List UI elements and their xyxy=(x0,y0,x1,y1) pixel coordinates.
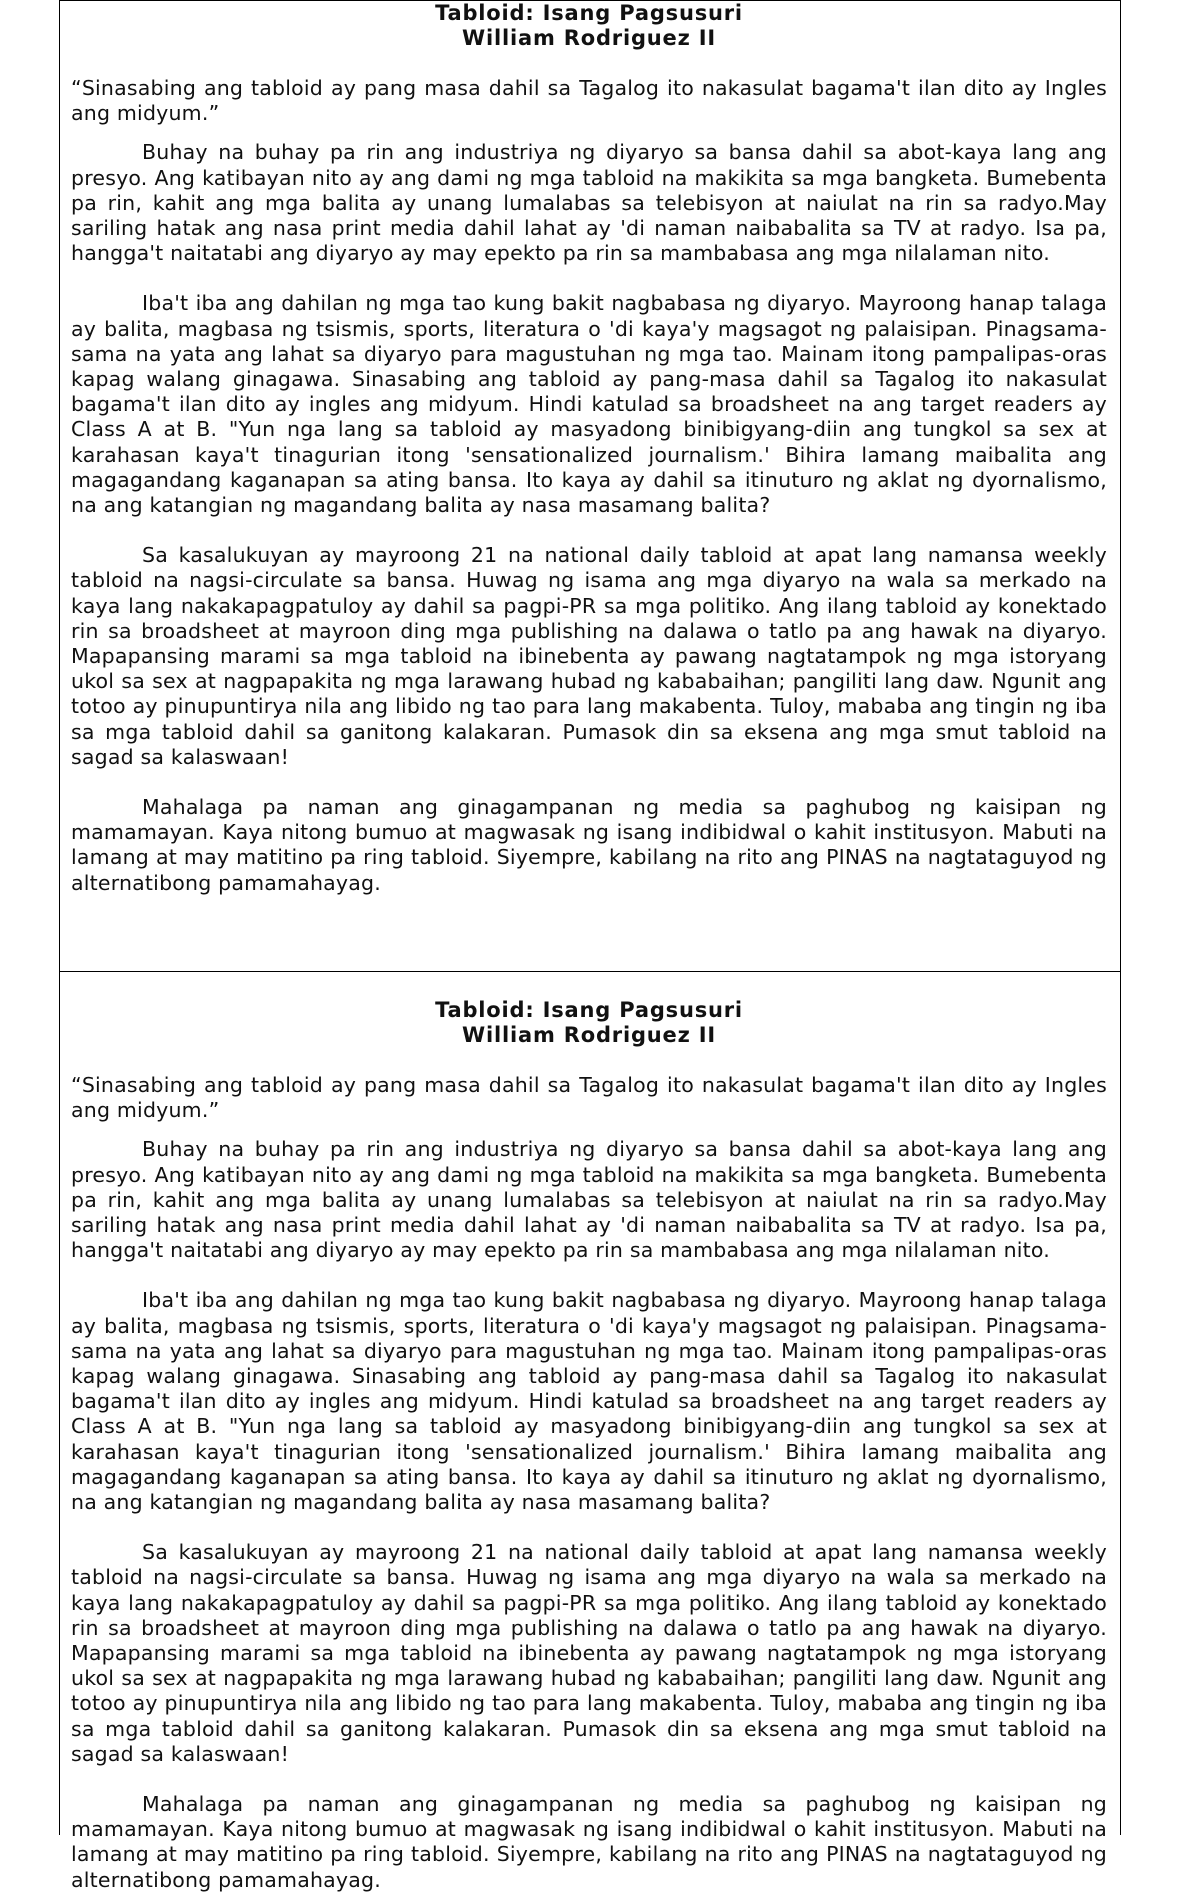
document-title: Tabloid: Isang Pagsusuri xyxy=(435,998,743,1022)
paragraph-1: Buhay na buhay pa rin ang industriya ng diyaryo sa bansa dahil sa abot-kaya lang ang presyo. Ang katibayan nito ay ang dami ng mga tabloid na makikita sa mga bangketa. Bumebenta pa rin, kahit ang mga balita ay unang lumalabas sa telebisyon at naiulat na rin sa radyo.May sariling hatak ang nasa print media dahil lahat ay 'di naman naibabalita sa TV at radyo. Isa pa, hangga't naitatabi ang diyaryo ay may epekto pa rin sa mambabasa ang mga nilalaman nito. xyxy=(71,140,1107,266)
document-body xyxy=(71,1,1107,896)
document-author: William Rodriguez II xyxy=(462,26,716,50)
paragraph-3: Sa kasalukuyan ay mayroong 21 na national daily tabloid at apat lang namansa weekly tabloid na nagsi-circulate sa bansa. Huwag ng isama ang mga diyaryo na wala sa merkado na kaya lang nakakapagpatuloy ay dahil sa pagpi-PR sa mga politiko. Ang ilang tabloid ay konektado rin sa broadsheet at mayroon ding mga publishing na dalawa o tatlo pa ang hawak na diyaryo. Mapapansing marami sa mga tabloid na ibinebenta ay pawang nagtatampok ng mga istoryang ukol sa sex at nagpapakita ng mga larawang hubad ng kababaihan; pangiliti lang daw. Ngunit ang totoo ay pinupuntirya nila ang libido ng tao para lang makabenta. Tuloy, mababa ang tingin ng iba sa mga tabloid dahil sa ganitong kalakaran. Pumasok din sa eksena ang mga smut tabloid na sagad sa kalaswaan! xyxy=(71,1540,1107,1766)
document-copy-1 xyxy=(59,0,1121,972)
document-author: William Rodriguez II xyxy=(462,1023,716,1047)
document-copy-2 xyxy=(59,971,1121,1892)
paragraph-1: Buhay na buhay pa rin ang industriya ng diyaryo sa bansa dahil sa abot-kaya lang ang presyo. Ang katibayan nito ay ang dami ng mga tabloid na makikita sa mga bangketa. Bumebenta pa rin, kahit ang mga balita ay unang lumalabas sa telebisyon at naiulat na rin sa radyo.May sariling hatak ang nasa print media dahil lahat ay 'di naman naibabalita sa TV at radyo. Isa pa, hangga't naitatabi ang diyaryo ay may epekto pa rin sa mambabasa ang mga nilalaman nito. xyxy=(71,1137,1107,1263)
paragraph-2: Iba't iba ang dahilan ng mga tao kung bakit nagbabasa ng diyaryo. Mayroong hanap talaga ay balita, magbasa ng tsismis, sports, literatura o 'di kaya'y magsagot ng palaisipan. Pinagsama-sama na yata ang lahat sa diyaryo para magustuhan ng mga tao. Mainam itong pampalipas-oras kapag walang ginagawa. Sinasabing ang tabloid ay pang-masa dahil sa Tagalog ito nakasulat bagama't ilan dito ay ingles ang midyum. Hindi katulad sa broadsheet na ang target readers ay Class A at B. "Yun nga lang sa tabloid ay masyadong binibigyang-diin ang tungkol sa sex at karahasan kaya't tinagurian itong 'sensationalized journalism.' Bihira lamang maibalita ang magagandang kaganapan sa ating bansa. Ito kaya ay dahil sa itinuturo ng aklat ng dyornalismo, na ang katangian ng magandang balita ay nasa masamang balita? xyxy=(71,1288,1107,1515)
paragraph-4: Mahalaga pa naman ang ginagampanan ng media sa paghubog ng kaisipan ng mamamayan. Kaya nitong bumuo at magwasak ng isang indibidwal o kahit institusyon. Mabuti na lamang at may matitino pa ring tabloid. Siyempre, kabilang na rito ang PINAS na nagtataguyod ng alternatibong pamamahayag. xyxy=(71,1792,1107,1892)
paragraph-2: Iba't iba ang dahilan ng mga tao kung bakit nagbabasa ng diyaryo. Mayroong hanap talaga ay balita, magbasa ng tsismis, sports, literatura o 'di kaya'y magsagot ng palaisipan. Pinagsama-sama na yata ang lahat sa diyaryo para magustuhan ng mga tao. Mainam itong pampalipas-oras kapag walang ginagawa. Sinasabing ang tabloid ay pang-masa dahil sa Tagalog ito nakasulat bagama't ilan dito ay ingles ang midyum. Hindi katulad sa broadsheet na ang target readers ay Class A at B. "Yun nga lang sa tabloid ay masyadong binibigyang-diin ang tungkol sa sex at karahasan kaya't tinagurian itong 'sensationalized journalism.' Bihira lamang maibalita ang magagandang kaganapan sa ating bansa. Ito kaya ay dahil sa itinuturo ng aklat ng dyornalismo, na ang katangian ng magandang balita ay nasa masamang balita? xyxy=(71,291,1107,518)
paragraph-4: Mahalaga pa naman ang ginagampanan ng media sa paghubog ng kaisipan ng mamamayan. Kaya nitong bumuo at magwasak ng isang indibidwal o kahit institusyon. Mabuti na lamang at may matitino pa ring tabloid. Siyempre, kabilang na rito ang PINAS na nagtataguyod ng alternatibong pamamahayag. xyxy=(71,795,1107,895)
opening-quote: “Sinasabing ang tabloid ay pang masa dahil sa Tagalog ito nakasulat bagama't ilan dito ay Ingles ang midyum.” xyxy=(71,76,1107,126)
paragraph-3: Sa kasalukuyan ay mayroong 21 na national daily tabloid at apat lang namansa weekly tabloid na nagsi-circulate sa bansa. Huwag ng isama ang mga diyaryo na wala sa merkado na kaya lang nakakapagpatuloy ay dahil sa pagpi-PR sa mga politiko. Ang ilang tabloid ay konektado rin sa broadsheet at mayroon ding mga publishing na dalawa o tatlo pa ang hawak na diyaryo. Mapapansing marami sa mga tabloid na ibinebenta ay pawang nagtatampok ng mga istoryang ukol sa sex at nagpapakita ng mga larawang hubad ng kababaihan; pangiliti lang daw. Ngunit ang totoo ay pinupuntirya nila ang libido ng tao para lang makabenta. Tuloy, mababa ang tingin ng iba sa mga tabloid dahil sa ganitong kalakaran. Pumasok din sa eksena ang mga smut tabloid na sagad sa kalaswaan! xyxy=(71,543,1107,769)
opening-quote: “Sinasabing ang tabloid ay pang masa dahil sa Tagalog ito nakasulat bagama't ilan dito ay Ingles ang midyum.” xyxy=(71,1073,1107,1123)
document-title: Tabloid: Isang Pagsusuri xyxy=(435,1,743,25)
document-body xyxy=(71,998,1107,1893)
